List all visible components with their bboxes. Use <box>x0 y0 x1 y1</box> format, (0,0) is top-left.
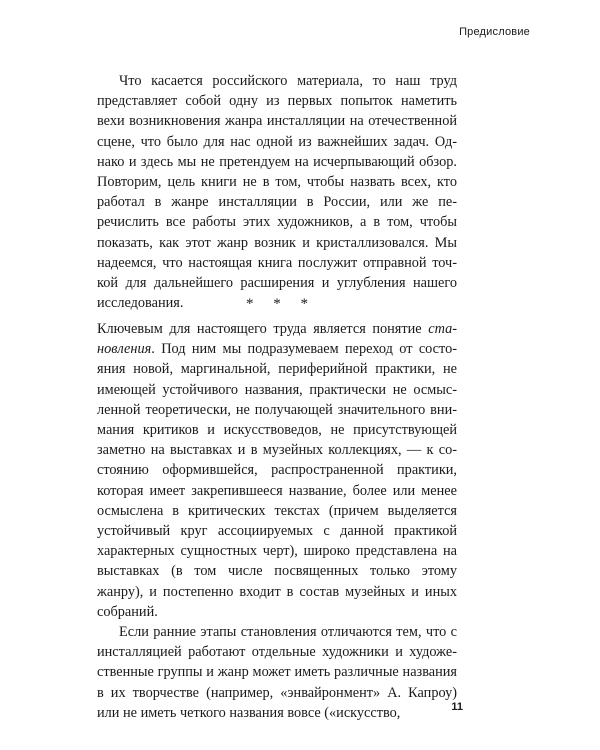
running-title: Предисловие <box>459 26 530 38</box>
paragraph-1: Что касается российского материала, то наш труд представляет собой одну из первых попыток наметить вехи возникновения жанра инсталляции на отечественной сцене, что было для нас одной из важнейших задач. Однако и здесь мы не претендуем на исчерпывающий обзор. Повторим, цель книги не в том, чтобы назвать всех, кто работал в жанре инсталляции в России, или же перечислить все работы этих художников, а в том, чтобы показать, как этот жанр возник и кристаллизовался. Мы надеемся, что настоящая книга послужит отправной точкой для дальнейшего расширения и углубления нашего исследования. <box>97 73 457 312</box>
paragraph-2-rest: . Под ним мы подразумеваем переход от состояния новой, маргинальной, периферийной практики, не имеющей устойчивого названия, практически не осмысленной теоретически, не получающей значительного внимания критиков и искусствоведов, не присутствующей заметно на выставках и в музейных коллекциях, — к состоянию оформившейся, распространенной практики, которая имеет закрепившееся название, более или менее осмыслена в критических текстах (причем выделяется устойчивый круг ассоциируемых с данной практикой характерных сущностных черт), широко представлена на выставках (в том числе посвященных только этому жанру), и постепенно входит в состав музейных и иных собраний. <box>97 341 457 620</box>
paragraph-3: Если ранние этапы становления отличаются тем, что с инсталляцией работают отдельные художники и художественные группы и жанр может иметь различные названия в их творчестве (например, «энвайронмент» А. Капроу) или не иметь четкого названия вовсе («искусство, <box>97 624 457 721</box>
text-block-top <box>97 71 457 313</box>
paragraph-2-lead: Ключевым для настоящего труда является понятие <box>97 321 429 337</box>
paragraph-2-emphasis: становления <box>97 321 457 358</box>
text-block-bottom <box>97 319 457 723</box>
page-number: 11 <box>451 701 463 713</box>
section-separator: * * * <box>246 296 316 312</box>
paragraph-2 <box>97 319 457 622</box>
